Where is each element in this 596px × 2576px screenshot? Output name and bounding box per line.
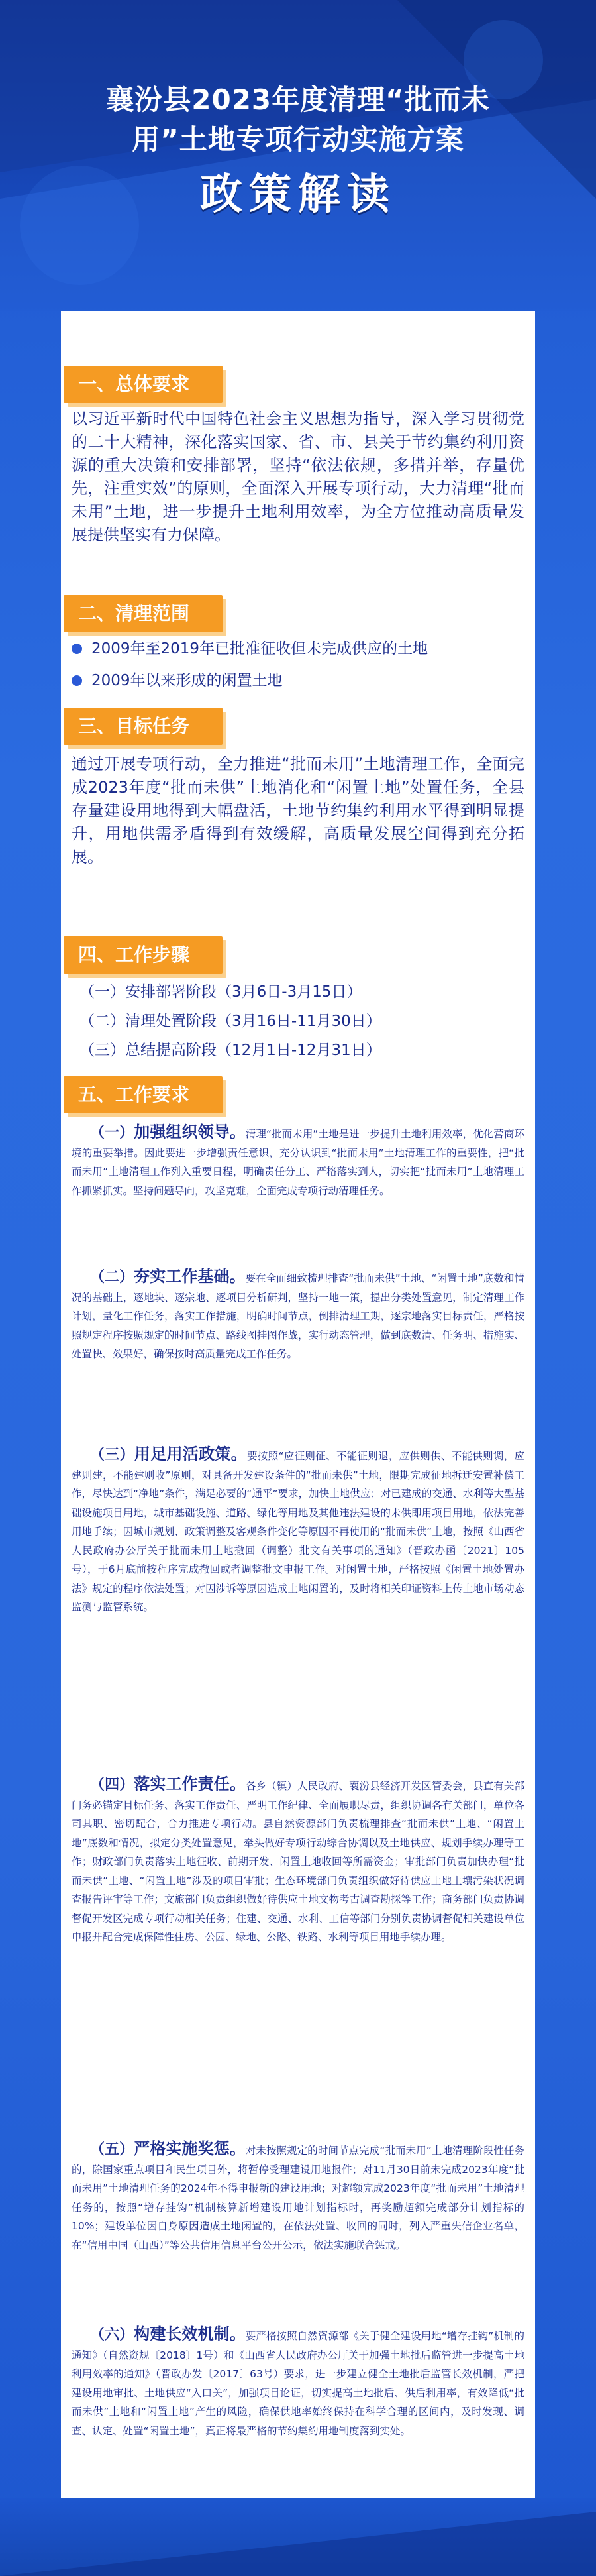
requirement-number: （二）: [90, 1269, 134, 1286]
section-heading-clearance-scope: 二、清理范围: [64, 595, 223, 632]
step-item-2: （二）清理处置阶段（3月16日-11月30日）: [79, 1013, 381, 1030]
requirement-number: （四）: [90, 1777, 134, 1793]
requirement-text: 要按照“应征则征、不能征则退，应供则供、不能供则调，应建则建，不能建则收”原则，对具备开发建设条件的“批而未供”土地，限期完成征地拆迁安置补偿工作，尽快达到“净地”条件，满足必要的“通平”要求，加快土地供应；对已建成的交通、水利等大型基础设施项目用地，城市基础设施、道路、绿化等用地及其他违法建设的未供即用项目用地，依法完善用地手续；因城市规划、政策调整及客观条件变化等原因不再使用的“批而未供”土地，按照《山西省人民政府办公厅关于批而未用土地撤回（调整）批文有关事项的通知》（晋政办函〔2021〕105号），于6月底前按程序完成撤回或者调整批文申报工作。对闲置土地，严格按照《闲置土地处置办法》规定的程序依法处置；对因涉诉等原因造成土地闲置的，及时将相关印证资料上传土地市场动态监测与监管系统。: [72, 1450, 524, 1613]
requirement-title: 用足用活政策。: [134, 1445, 248, 1463]
scope-item-2: 2009年以来形成的闲置土地: [91, 672, 283, 689]
requirement-item-5: [72, 2139, 524, 2255]
list-item: [72, 638, 524, 659]
requirement-number: （三）: [90, 1447, 134, 1463]
title-main: 政策解读: [200, 170, 396, 219]
requirement-text: 清理“批而未用”土地是进一步提升土地利用效率，优化营商环境的重要举措。因此要进一步增强责任意识，充分认识到“批而未用”土地清理工作的重要性，把“批而未用”土地清理工作列入重要日程，明确责任分工、严格落实到人，切实把“批而未用”土地清理工作抓紧抓实。坚持问题导向，攻坚克难，全面完成专项行动清理任务。: [72, 1128, 525, 1197]
requirement-text: 各乡（镇）人民政府、襄汾县经济开发区管委会，县直有关部门务必锚定目标任务、落实工作责任、严明工作纪律、全面履职尽责，组织协调各有关部门，单位各司其职、密切配合，合力推进专项行动。县自然资源部门负责梳理排查“批而未供”土地、“闲置土地”底数和情况，拟定分类处置意见，牵头做好专项行动综合协调以及土地供应、规划手续办理等工作；财政部门负责落实土地征收、前期开发、闲置土地收回等所需资金；审批部门负责加快办理“批而未供”土地、“闲置土地”涉及的项目审批；生态环境部门负责组织做好待供应土地土壤污染状况调查报告评审等工作；文旅部门负责组织做好待供应土地文物考古调查勘探等工作；商务部门负责协调督促开发区完成专项行动相关任务；住建、交通、水利、工信等部门分别负责协调督促相关建设单位申报并配合完成保障性住房、公园、绿地、公路、铁路、水利等项目用地手续办理。: [72, 1780, 524, 1943]
footer-decoration: [0, 2498, 596, 2576]
bullet-dot: [72, 644, 82, 654]
section-body-target-tasks: 通过开展专项行动，全力推进“批而未用”土地清理工作，全面完成2023年度“批而未供”土地消化和“闲置土地”处置任务，全县存量建设用地得到大幅盘活，土地节约集约利用水平得到明显提升，用地供需矛盾得到有效缓解，高质量发展空间得到充分拓展。: [72, 755, 524, 866]
requirement-title: 落实工作责任。: [134, 1775, 246, 1793]
requirement-item-6: [72, 2325, 524, 2440]
list-item: [72, 670, 524, 691]
step-item-1: （一）安排部署阶段（3月6日-3月15日）: [79, 983, 362, 1001]
requirement-title: 夯实工作基础。: [134, 1267, 246, 1286]
requirement-item-2: [72, 1267, 524, 1364]
requirement-text: 对未按照规定的时间节点完成“批而未用”土地清理阶段性任务的，除国家重点项目和民生项目外，将暂停受理建设用地报件；对11月30日前未完成2023年度“批而未用”土地清理任务的2024年不得申报新的建设用地；对超额完成2023年度“批而未用”土地清理任务的，按照“增存挂钩”机制核算新增建设用地计划指标时，再奖励超额完成部分计划指标的10%；建设单位因自身原因造成土地闲置的，在依法处置、收回的同时，列入严重失信企业名单，在“信用中国（山西）”等公共信用信息平台公开公示，依法实施联合惩戒。: [72, 2145, 525, 2251]
requirement-number: （一）: [90, 1125, 134, 1141]
section-heading-work-requirements: 五、工作要求: [64, 1076, 223, 1113]
requirement-item-4: [72, 1775, 524, 1947]
requirement-item-1: [72, 1123, 524, 1200]
requirement-title: 严格实施奖惩。: [134, 2139, 246, 2158]
bullet-dot: [72, 675, 82, 686]
title-line-1: 襄汾县2023年度清理“批而未: [106, 84, 490, 116]
requirement-number: （六）: [90, 2327, 134, 2343]
requirement-item-3: [72, 1445, 524, 1617]
section-heading-overall-requirements: 一、总体要求: [64, 366, 223, 403]
requirement-text: 要在全面细致梳理排查“批而未供”土地、“闲置土地”底数和情况的基础上，逐地块、逐宗地、逐项目分析研判，坚持一地一策，提出分类处置意见，制定清理工作计划，量化工作任务，落实工作措施，明确时间节点，倒排清理工期，逐宗地落实目标责任，严格按照规定程序按照规定的时间节点、路线图挂图作战，实行动态管理，做到底数清、任务明、措施实、处置快、效果好，确保按时高质量完成工作任务。: [72, 1272, 524, 1360]
section-heading-work-steps: 四、工作步骤: [64, 936, 223, 974]
requirement-title: 加强组织领导。: [134, 1123, 246, 1141]
section-body-overall-requirements: 以习近平新时代中国特色社会主义思想为指导，深入学习贯彻党的二十大精神，深化落实国家、省、市、县关于节约集约利用资源的重大决策和安排部署，坚持“依法依规，多措并举，存量优先，注重实效”的原则，全面深入开展专项行动，大力清理“批而未用”土地，进一步提升土地利用效率，为全方位推动高质量发展提供坚实有力保障。: [72, 410, 524, 544]
step-item-3: （三）总结提高阶段（12月1日-12月31日）: [79, 1042, 381, 1059]
requirement-text: 要严格按照自然资源部《关于健全建设用地“增存挂钩”机制的通知》（自然资规〔2018〕1号）和《山西省人民政府办公厅关于加强土地批后监管进一步提高土地利用效率的通知》（晋政办发〔2017〕63号）要求，进一步建立健全土地批后监管长效机制，严把建设用地审批、土地供应“入口关”，加强项目论证，切实提高土地批后、供后利用率，有效降低“批而未供”土地和“闲置土地”产生的风险，确保供地率始终保持在科学合理的区间内，及时发现、调查、认定、处置“闲置土地”，真正将最严格的节约集约用地制度落到实处。: [72, 2330, 525, 2437]
card-fade: [61, 311, 535, 371]
section-heading-target-tasks: 三、目标任务: [64, 708, 223, 745]
header-banner: [0, 0, 596, 311]
scope-item-1: 2009年至2019年已批准征收但未完成供应的土地: [91, 640, 428, 657]
footer-band: [0, 2498, 596, 2576]
title-line-2: 用”土地专项行动实施方案: [132, 123, 464, 156]
requirement-title: 构建长效机制。: [134, 2325, 246, 2343]
requirement-number: （五）: [90, 2141, 134, 2158]
